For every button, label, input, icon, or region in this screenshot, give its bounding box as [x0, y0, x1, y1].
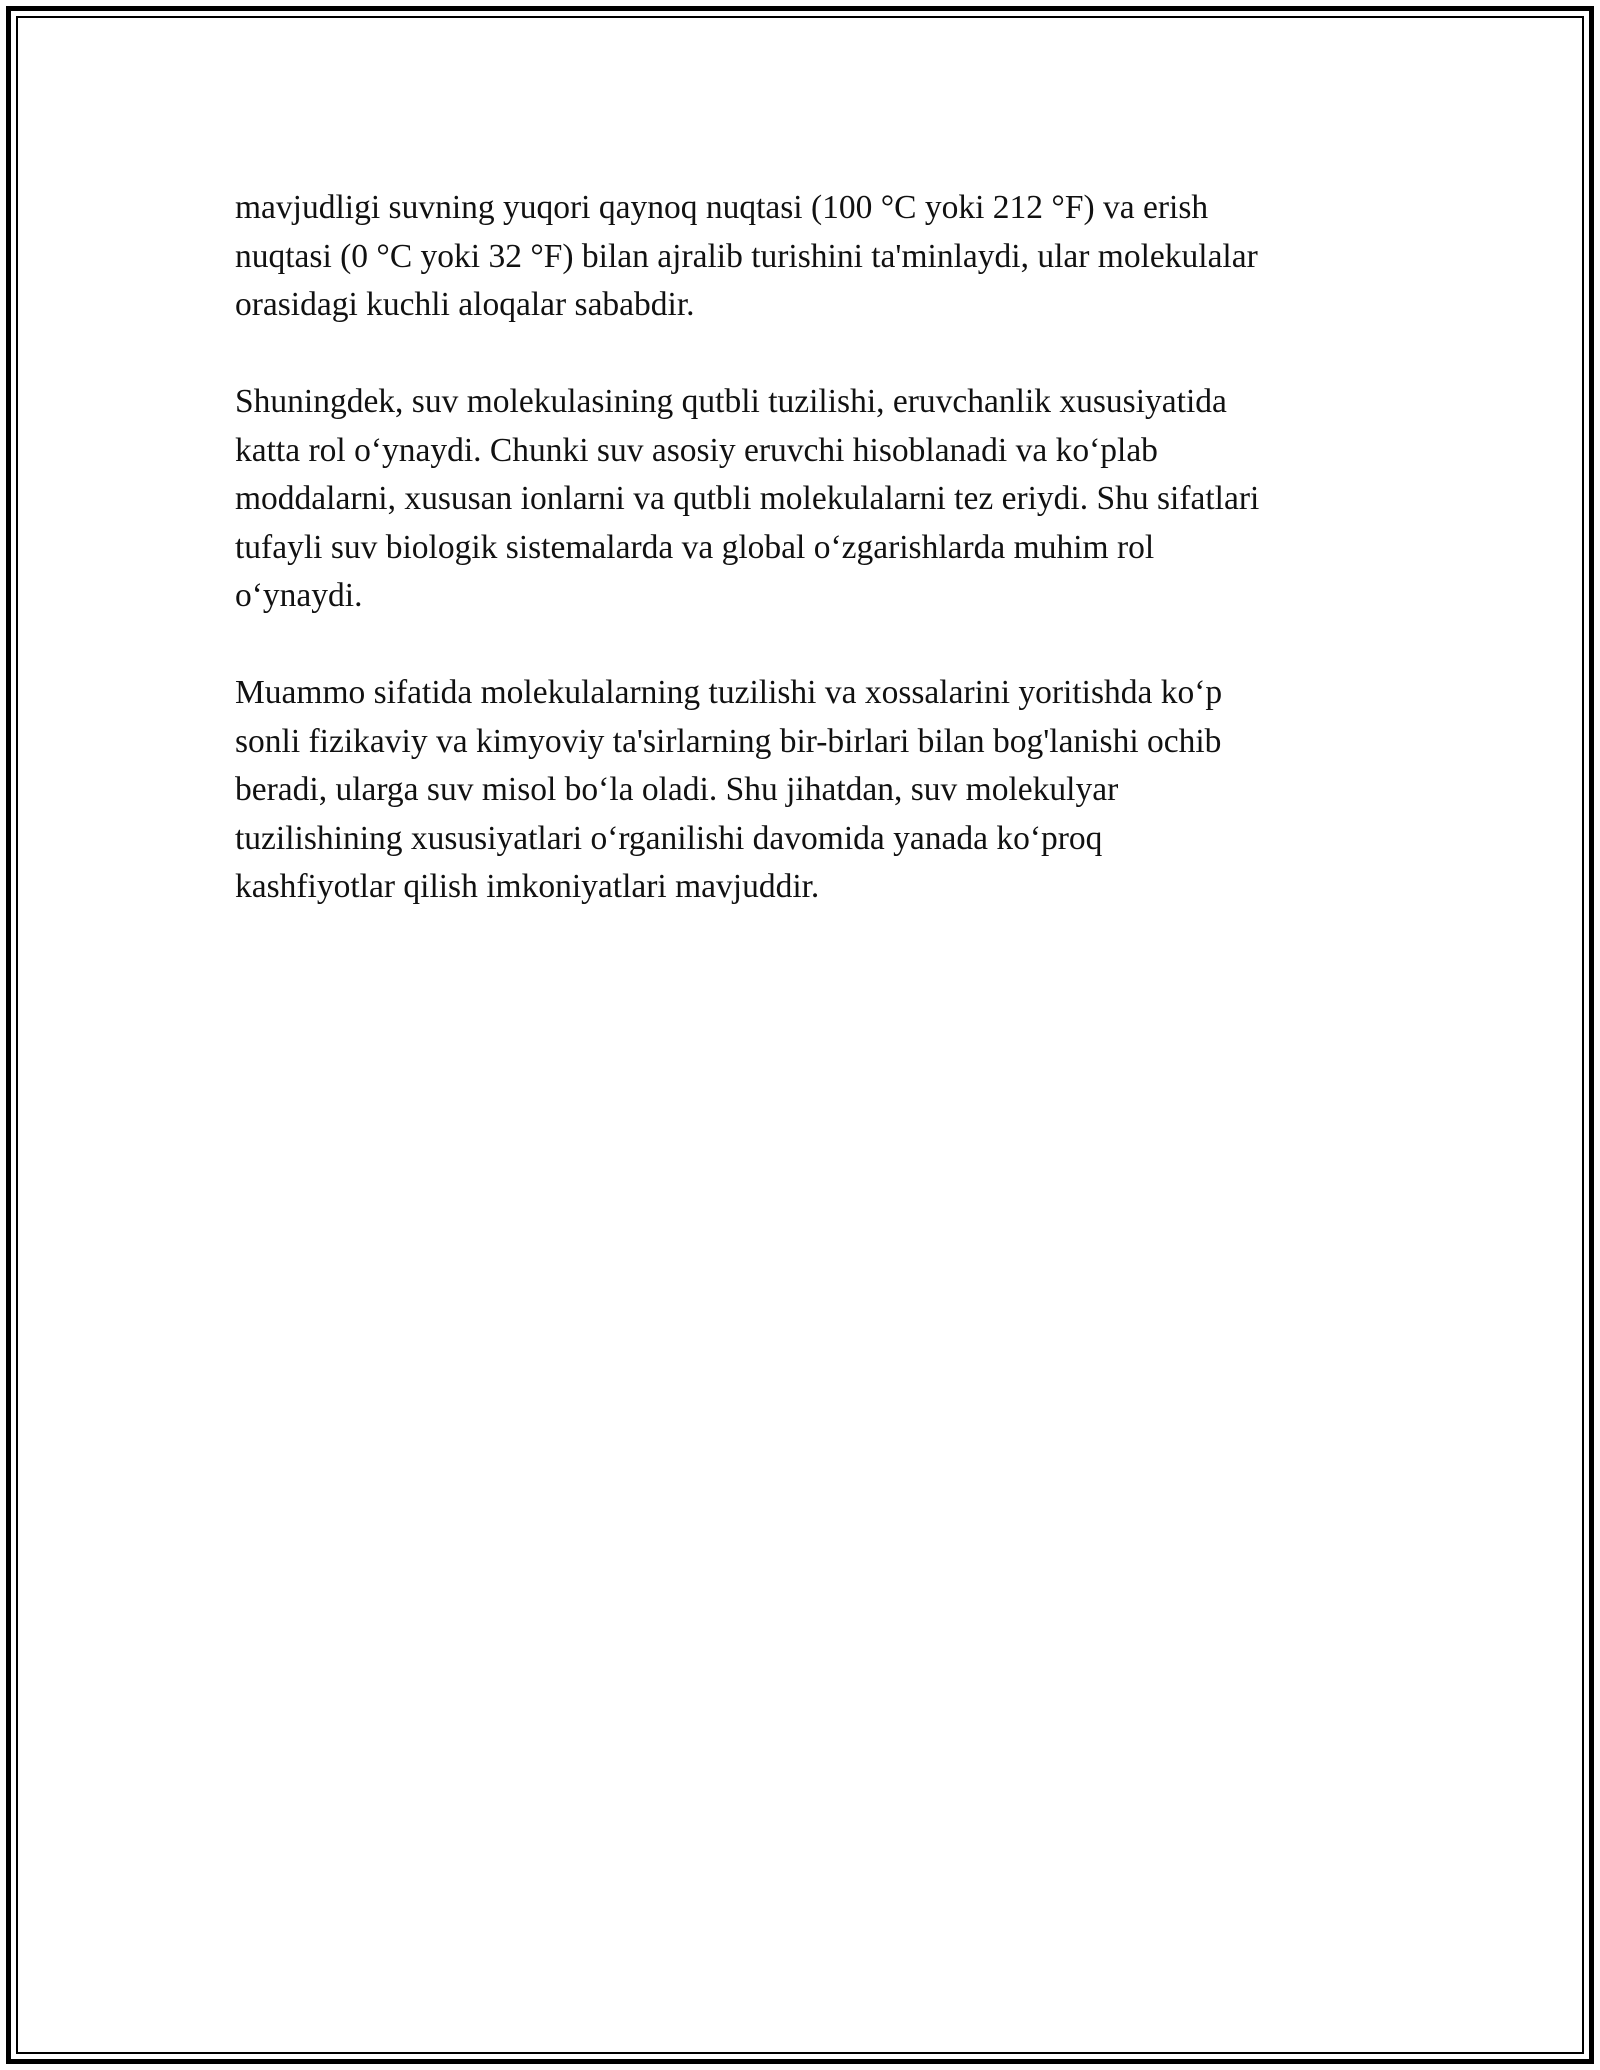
document-body	[235, 184, 1375, 912]
paragraph-boiling-melting-points: mavjudligi suvning yuqori qaynoq nuqtasi (100 °C yoki 212 °F) va erish nuqtasi (0 °C yoki 32 °F) bilan ajralib turishini ta'minlaydi, ular molekulalar orasidagi kuchli aloqalar sababdir.	[235, 189, 1258, 323]
paragraph-polar-structure-solubility: Shuningdek, suv molekulasining qutbli tuzilishi, eruvchanlik xususiyatida katta rol oʻynaydi. Chunki suv asosiy eruvchi hisoblanadi va koʻplab moddalarni, xususan ionlarni va qutbli molekulalarni tez eriydi. Shu sifatlari tufayli suv biologik sistemalarda va global oʻzgarishlarda muhim rol oʻynaydi.	[235, 383, 1260, 614]
paragraph-research-discoveries: Muammo sifatida molekulalarning tuzilishi va xossalarini yoritishda koʻp sonli fizikaviy va kimyoviy ta'sirlarning bir-birlari bilan bog'lanishi ochib beradi, ularga suv misol boʻla oladi. Shu jihatdan, suv molekulyar tuzilishining xususiyatlari oʻrganilishi davomida yanada koʻproq kashfiyotlar qilish imkoniyatlari mavjuddir.	[235, 674, 1223, 905]
